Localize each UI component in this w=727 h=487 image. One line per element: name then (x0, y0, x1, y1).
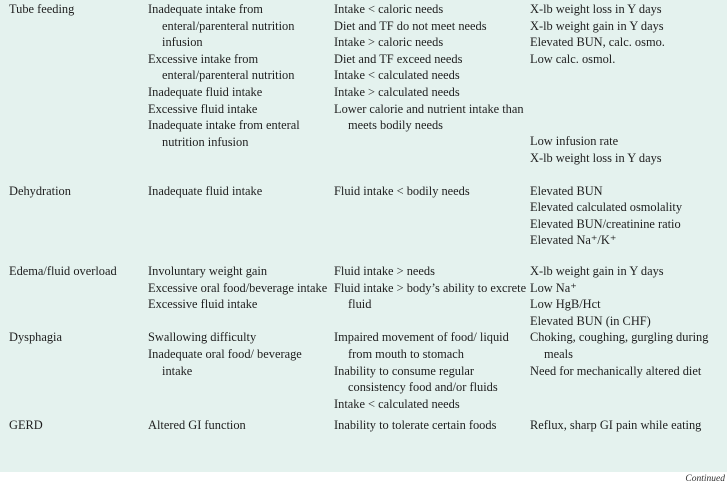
sign-item: Elevated calculated osmolality (530, 200, 683, 215)
evidence-item: Fluid intake > needs (334, 263, 435, 278)
evidence-item: Fluid intake > body’s ability to excrete fluid (334, 280, 527, 312)
sign-item: Low calc. osmol. (530, 51, 616, 66)
cause-item: Inadequate intake from enteral/parenteral nutrition infusion (148, 2, 295, 50)
sign-item: Elevated Na⁺/K⁺ (530, 233, 617, 248)
condition-label: GERD (9, 418, 43, 433)
cause-item: Inadequate fluid intake (148, 183, 263, 198)
sign-item: X-lb weight loss in Y days (530, 150, 662, 165)
evidence-item: Inability to tolerate certain foods (334, 418, 497, 433)
cause-item: Inadequate intake from enteral nutrition infusion (148, 118, 300, 149)
condition-label: Tube feeding (9, 2, 75, 16)
sign-item: Low HgB/Hct (530, 297, 601, 312)
evidence-item: Impaired movement of food/ liquid from mouth to stomach (334, 330, 509, 361)
sign-item: Elevated BUN (530, 183, 603, 198)
table-row (0, 417, 727, 434)
condition-label: Edema/fluid overload (9, 263, 117, 278)
cause-item: Involuntary weight gain (148, 263, 268, 278)
condition-label: Dysphagia (9, 330, 62, 345)
sign-item: Elevated BUN/creatinine ratio (530, 216, 681, 231)
cause-item: Excessive fluid intake (148, 297, 258, 312)
evidence-item: Diet and TF exceed needs (334, 51, 463, 66)
evidence-item: Intake < calculated needs (334, 68, 460, 83)
evidence-item: Intake > calculated needs (334, 84, 460, 99)
evidence-item: Diet and TF do not meet needs (334, 18, 487, 33)
cause-item: Inadequate oral food/ beverage intake (148, 346, 302, 378)
continued-label: Continued (685, 474, 725, 484)
evidence-item: Lower calorie and nutrient intake than meets bodily needs (334, 101, 524, 133)
sign-item: Elevated BUN (in CHF) (530, 313, 651, 328)
sign-item: X-lb weight gain in Y days (530, 263, 664, 278)
sign-item: Low infusion rate (530, 134, 619, 149)
condition-label: Dehydration (9, 183, 71, 198)
cause-item: Excessive intake from enteral/parenteral nutrition (148, 51, 295, 83)
cause-item: Excessive fluid intake (148, 101, 258, 116)
sign-item: Choking, coughing, gurgling during meals (530, 330, 709, 361)
sign-item: Need for mechanically altered diet (530, 363, 702, 378)
sign-item: X-lb weight loss in Y days (530, 2, 662, 16)
cause-item: Altered GI function (148, 418, 246, 433)
evidence-item: Fluid intake < bodily needs (334, 183, 470, 198)
sign-item: Reflux, sharp GI pain while eating (530, 418, 702, 433)
cause-item: Excessive oral food/beverage intake (148, 280, 328, 295)
sign-item: Low Na⁺ (530, 280, 577, 295)
sign-item: Elevated BUN, calc. osmo. (530, 35, 665, 50)
table-row (0, 0, 727, 167)
table-row (0, 329, 727, 412)
sign-item: X-lb weight gain in Y days (530, 18, 664, 33)
cause-item: Inadequate fluid intake (148, 84, 263, 99)
cause-item: Swallowing difficulty (148, 330, 257, 345)
evidence-item: Intake > caloric needs (334, 35, 444, 50)
evidence-item: Intake < caloric needs (334, 2, 444, 16)
table-row (0, 263, 727, 329)
evidence-item: Inability to consume regular consistency food and/or fluids (334, 363, 498, 395)
evidence-item: Intake < calculated needs (334, 396, 460, 411)
table-row (0, 183, 727, 249)
